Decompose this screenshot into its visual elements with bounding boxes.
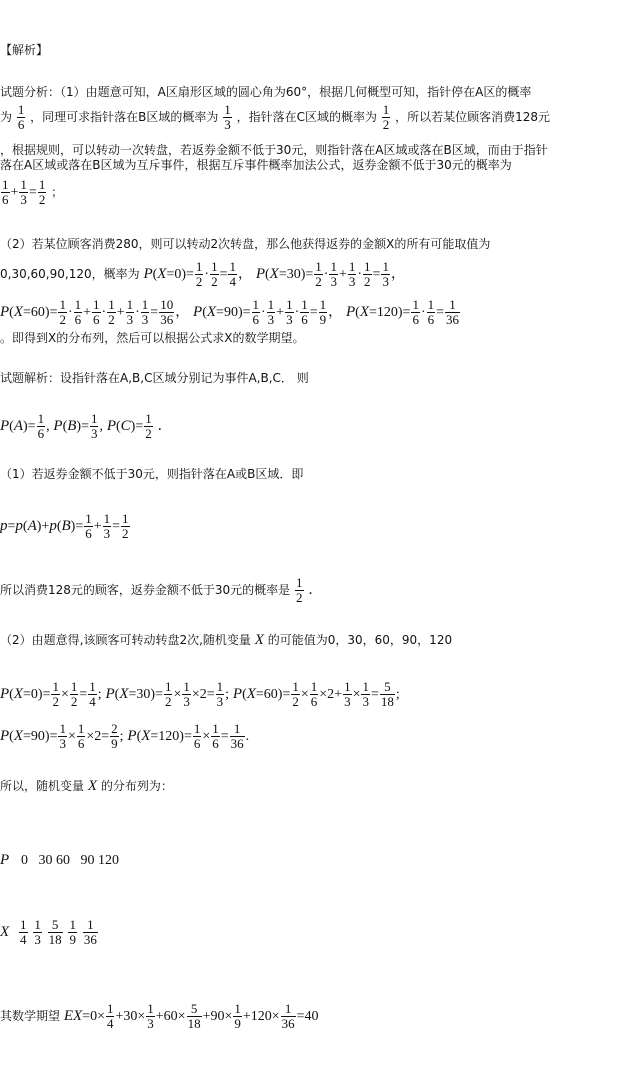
solution-part1: （1）若返券金额不低于30元，则指针落在A或B区域．即 — [0, 467, 304, 481]
text-segment: 0,30,60,90,120，概率为 — [0, 267, 140, 281]
distribution-row-p — [0, 852, 119, 869]
fraction: $\frac{1}{2}$ — [38, 177, 46, 207]
solution-expectation: 其数学期望 EX=0× $\frac{1}{4}$ +30× $\frac{1}{3}$ +60× $\frac{5}{18}$ +90× $\frac{1}{9}$ +120× $\frac{1}{36}$ =40 — [0, 1001, 319, 1031]
analysis-line-4: 落在A区域或落在B区域为互斥事件，根据互斥事件概率加法公式，返券金额不低于30元的概率为 — [0, 158, 512, 172]
text-segment: ，同理可求指针落在B区域的概率为 — [30, 110, 219, 124]
text-segment: ，所以若某位顾客消费128元 — [395, 110, 551, 124]
text-segment: 所以消费128元的顾客，返券金额不低于30元的概率是 — [0, 583, 291, 597]
solution-distribution-heading — [0, 778, 173, 794]
fraction: $\frac{1}{2}$ — [296, 575, 303, 605]
row-values: 0 30 60 90 120 — [21, 853, 119, 868]
fraction: $\frac{1}{6}$ — [17, 102, 25, 132]
text-segment: 其数学期望 — [0, 1009, 61, 1023]
analysis-line-7: 0,30,60,90,120，概率为 P(X=0)= $\frac{1}{2}$ · $\frac{1}{2}$ = $\frac{1}{4}$ ， P(X=30)= $\frac{1}{2}$ · $\frac{1}{3}$ + $\frac{1}{3}$ · $\frac{1}{2}$ = $\frac{1}{3}$ ， — [0, 259, 405, 289]
row-label: P — [0, 852, 10, 868]
row-label: X — [0, 924, 10, 940]
text-segment: 为 — [0, 110, 13, 124]
analysis-line-8: P(X=60)= $\frac{1}{2}$ · $\frac{1}{6}$ + $\frac{1}{6}$ · $\frac{1}{2}$ + $\frac{1}{3}$ · $\frac{1}{3}$ = $\frac{10}{36}$ ， P(X=90)= $\frac{1}{6}$ · $\frac{1}{3}$ + $\frac{1}{3}$ · $\frac{1}{6}$ = $\frac{1}{9}$ ， P(X=120)= $\frac{1}{6}$ · $\frac{1}{6}$ = $\frac{1}{36}$ — [0, 297, 460, 327]
text-segment: 的分布列为： — [100, 779, 173, 793]
solution-header: 【解析】 — [0, 43, 49, 57]
solution-part2-probs-2: P(X=90)= $\frac{1}{3}$ × $\frac{1}{6}$ ×2= $\frac{2}{9}$ ; P(X=120)= $\frac{1}{6}$ × $\frac{1}{6}$ = $\frac{1}{36}$ . — [0, 721, 250, 751]
fraction: $\frac{1}{3}$ — [224, 102, 231, 132]
solution-part2-probs-1: P(X=0)= $\frac{1}{2}$ × $\frac{1}{2}$ = $\frac{1}{4}$ ; P(X=30)= $\frac{1}{2}$ × $\frac{1}{3}$ ×2= $\frac{1}{3}$ ; P(X=60)= $\frac{1}{2}$ × $\frac{1}{6}$ ×2+ $\frac{1}{3}$ × $\frac{1}{3}$ = $\frac{5}{18}$ ; — [0, 679, 400, 709]
fraction: $\frac{1}{6}$ — [2, 177, 9, 207]
analysis-line-2 — [0, 103, 550, 132]
analysis-line-9: 。即得到X的分布列，然后可以根据公式求X的数学期望。 — [0, 331, 305, 345]
solution-conclusion-1: 所以消费128元的顾客，返券金额不低于30元的概率是 $\frac{1}{2}$ ． — [0, 575, 323, 605]
solution-part1-formula: p=p(A)+p(B)= $\frac{1}{6}$ + $\frac{1}{3}$ = $\frac{1}{2}$ — [0, 511, 129, 541]
analysis-line-3: ，根据规则，可以转动一次转盘，若返券金额不低于30元，则指针落在A区域或落在B区域，而由于指针 — [0, 143, 548, 157]
solution-probabilities: P(A)= $\frac{1}{6}$ , P(B)= $\frac{1}{3}$ , P(C)= $\frac{1}{2}$ ． — [0, 411, 172, 441]
fraction: $\frac{1}{2}$ — [382, 102, 390, 132]
solution-intro: 试题解析：设指针落在A,B,C区域分别记为事件A,B,C． 则 — [0, 371, 309, 385]
text-segment: （2）由题意得,该顾客可转动转盘2次,随机变量 — [0, 633, 251, 647]
analysis-line-5: $\frac{1}{6}$ + $\frac{1}{3}$ = $\frac{1}{2}$ ； — [2, 177, 64, 207]
text-segment: ，指针落在C区域的概率为 — [236, 110, 377, 124]
analysis-line-6: （2）若某位顾客消费280，则可以转动2次转盘，那么他获得返券的金额X的所有可能取值为 — [0, 237, 491, 251]
analysis-line-1: 试题分析：（1）由题意可知，A区扇形区域的圆心角为60°，根据几何概型可知，指针停在A区的概率 — [0, 85, 532, 99]
symbol-x: X — [87, 778, 98, 794]
solution-part2 — [0, 632, 452, 648]
symbol-x: X — [254, 632, 264, 648]
text-segment: ； — [51, 185, 64, 199]
symbol-ex: EX — [63, 1008, 83, 1024]
fraction: $\frac{1}{3}$ — [20, 177, 27, 207]
text-segment: 所以，随机变量 — [0, 779, 85, 793]
distribution-row-x: X $\frac{1}{4}$ $\frac{1}{3}$ $\frac{5}{18}$ $\frac{1}{9}$ $\frac{1}{36}$ — [0, 917, 97, 947]
text-segment: 的可能值为0，30，60，90，120 — [267, 633, 453, 647]
